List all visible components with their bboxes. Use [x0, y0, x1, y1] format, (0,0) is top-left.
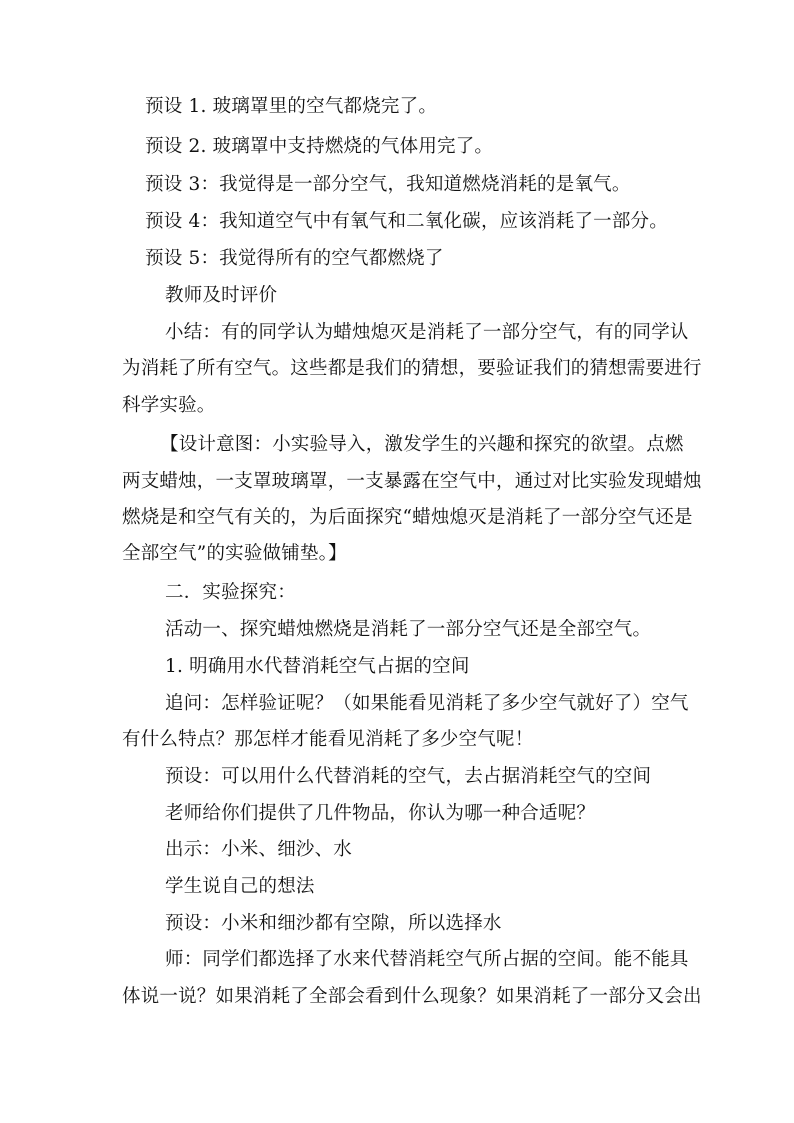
text-line: 老师给你们提供了几件物品，你认为哪一种合适呢？ — [165, 803, 596, 824]
text-line: 有什么特点？那怎样才能看见消耗了多少空气呢！ — [122, 729, 534, 750]
text-line: 预设：可以用什么代替消耗的空气，去占据消耗空气的空间 — [165, 766, 652, 787]
text-line: 小结：有的同学认为蜡烛熄灭是消耗了一部分空气，有的同学认 — [165, 322, 689, 343]
text-line: 出示：小米、细沙、水 — [165, 839, 353, 860]
text-line: 预设 5：我觉得所有的空气都燃烧了 — [145, 248, 444, 269]
text-line: 师：同学们都选择了水来代替消耗空气所占据的空间。能不能具 — [165, 949, 689, 970]
section-heading: 二．实验探究： — [165, 582, 296, 603]
text-line: 活动一、探究蜡烛燃烧是消耗了一部分空气还是全部空气。 — [165, 619, 652, 640]
text-line: 1. 明确用水代替消耗空气占据的空间 — [165, 656, 470, 677]
text-line: 追问：怎样验证呢？（如果能看见消耗了多少空气就好了）空气 — [165, 693, 689, 714]
text-line: 预设 3：我觉得是一部分空气，我知道燃烧消耗的是氧气。 — [145, 174, 631, 195]
text-line: 燃烧是和空气有关的，为后面探究“蜡烛熄灭是消耗了一部分空气还是 — [122, 507, 693, 528]
text-line: 全部空气”的实验做铺垫。】 — [122, 543, 347, 564]
text-line: 【设计意图：小实验导入，激发学生的兴趣和探究的欲望。点燃 — [160, 434, 684, 455]
text-line: 预设 4：我知道空气中有氧气和二氧化碳，应该消耗了一部分。 — [145, 211, 668, 232]
text-line: 预设 1. 玻璃罩里的空气都烧完了。 — [145, 96, 438, 117]
text-line: 两支蜡烛，一支罩玻璃罩，一支暴露在空气中，通过对比实验发现蜡烛 — [122, 471, 702, 492]
text-line: 学生说自己的想法 — [165, 876, 315, 897]
text-line: 预设 2. 玻璃罩中支持燃烧的气体用完了。 — [145, 136, 494, 157]
text-line: 预设：小米和细沙都有空隙，所以选择水 — [165, 913, 502, 934]
text-line: 为消耗了所有空气。这些都是我们的猜想，要验证我们的猜想需要进行 — [122, 358, 702, 379]
text-line: 教师及时评价 — [165, 285, 278, 306]
text-line: 体说一说？如果消耗了全部会看到什么现象？如果消耗了一部分又会出 — [122, 986, 702, 1007]
text-line: 科学实验。 — [122, 395, 216, 416]
